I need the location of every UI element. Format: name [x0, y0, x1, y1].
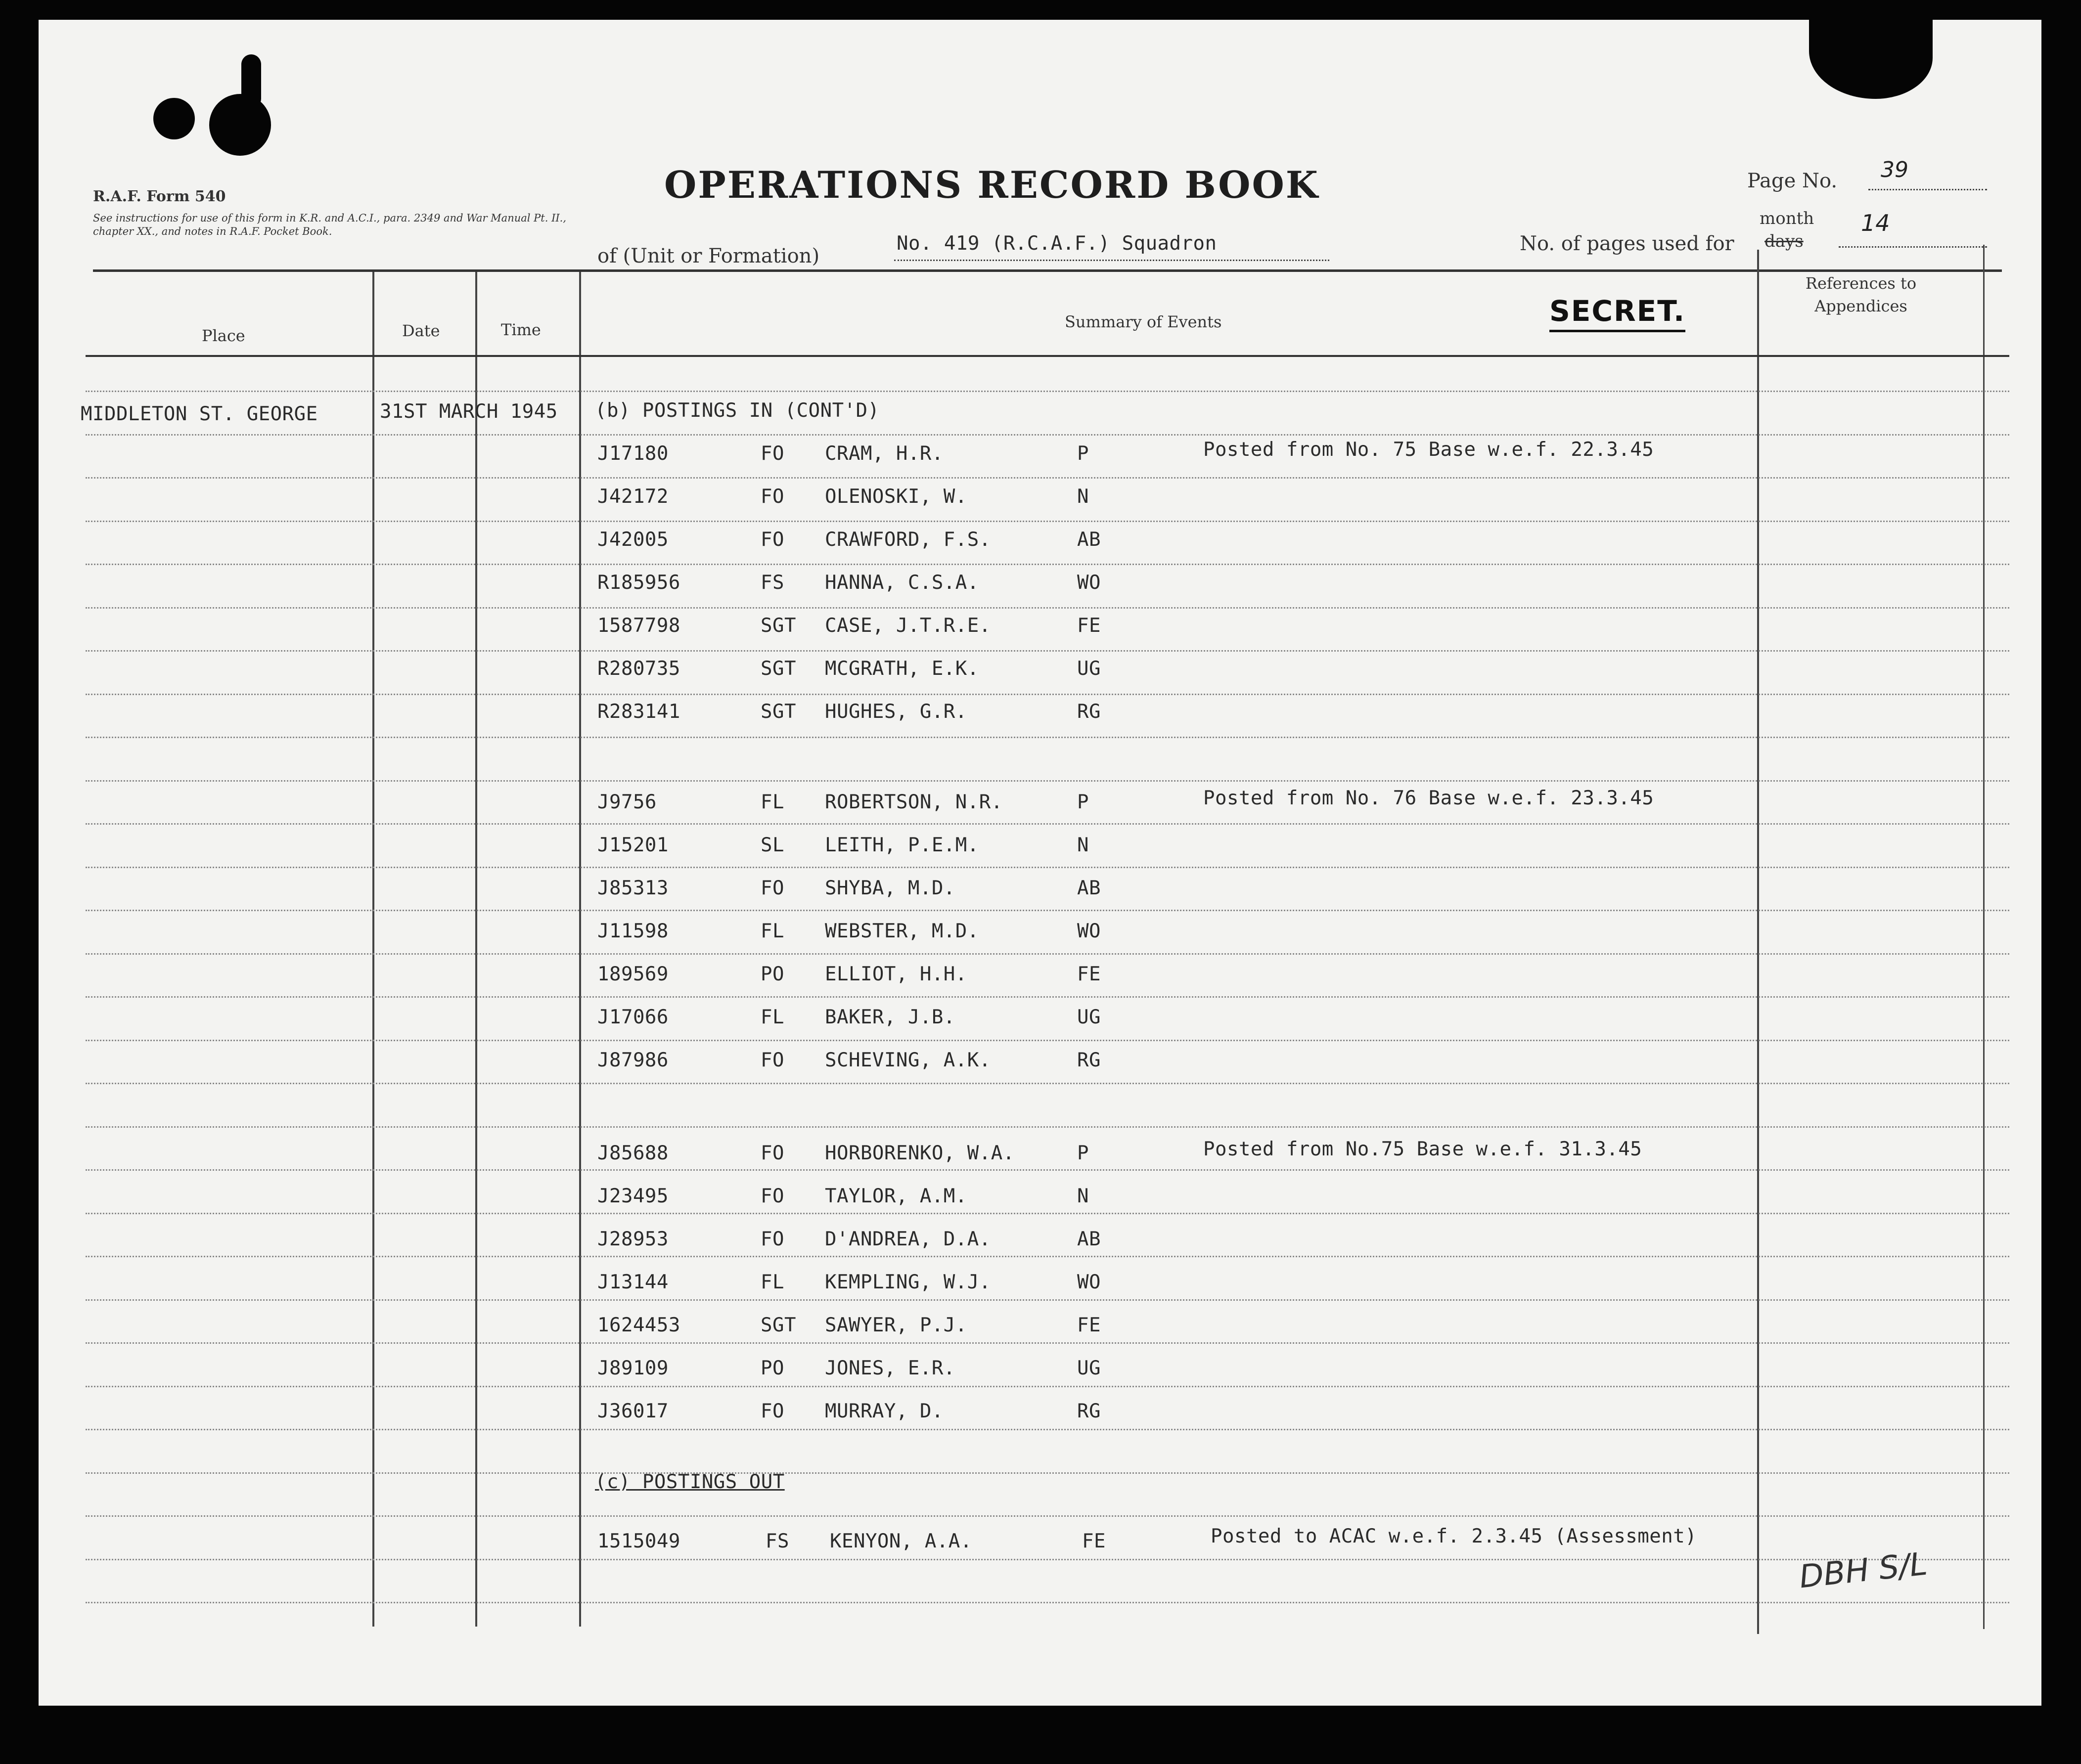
rank: FL: [761, 1006, 784, 1028]
column-divider: [1757, 250, 1759, 1634]
rank: FO: [761, 1142, 784, 1164]
service-number: J85313: [597, 877, 669, 899]
name: LEITH, P.E.M.: [825, 834, 979, 856]
name: HANNA, C.S.A.: [825, 572, 979, 594]
name: JONES, E.R.: [825, 1357, 955, 1379]
trade: N: [1077, 1185, 1089, 1207]
rank: FO: [761, 485, 784, 508]
trade: WO: [1077, 572, 1101, 594]
unit-value: No. 419 (R.C.A.F.) Squadron: [897, 232, 1217, 255]
rank: FO: [761, 1228, 784, 1250]
service-number: J89109: [597, 1357, 669, 1379]
trade: WO: [1077, 1271, 1101, 1293]
form-number: R.A.F. Form 540: [93, 188, 226, 205]
trade: RG: [1077, 1049, 1101, 1071]
column-divider: [579, 272, 581, 1627]
service-number: J42172: [597, 485, 669, 508]
trade: N: [1077, 834, 1089, 856]
rank: PO: [761, 1357, 784, 1379]
trade: AB: [1077, 529, 1101, 551]
punch-hole: [209, 94, 271, 156]
page-number-label: Page No.: [1747, 170, 1838, 192]
month-word: month: [1760, 209, 1814, 228]
posting-note: Posted from No.75 Base w.e.f. 31.3.45: [1203, 1138, 1642, 1160]
page-number-underline: [1868, 189, 1987, 190]
column-header-place: Place: [202, 326, 245, 345]
torn-corner: [1809, 20, 1933, 99]
service-number: J15201: [597, 834, 669, 856]
trade: P: [1077, 791, 1089, 813]
pages-used-underline: [1839, 246, 1987, 248]
name: ROBERTSON, N.R.: [825, 791, 1003, 813]
rank: FO: [761, 1400, 784, 1422]
posting-note: Posted from No. 76 Base w.e.f. 23.3.45: [1203, 787, 1654, 809]
service-number: J42005: [597, 529, 669, 551]
rank: FS: [766, 1530, 789, 1552]
column-divider: [1983, 245, 1985, 1629]
name: SCHEVING, A.K.: [825, 1049, 991, 1071]
record-page: [39, 20, 2041, 1706]
trade: FE: [1077, 963, 1101, 985]
service-number: 1624453: [597, 1314, 680, 1336]
service-number: J87986: [597, 1049, 669, 1071]
column-header-rule: [86, 355, 2009, 357]
name: CRAWFORD, F.S.: [825, 529, 991, 551]
trade: RG: [1077, 1400, 1101, 1422]
pages-used-label: No. of pages used for: [1520, 232, 1734, 255]
trade: P: [1077, 442, 1089, 465]
rank: FL: [761, 1271, 784, 1293]
column-header-references: References to Appendices: [1805, 274, 1917, 315]
rank: FO: [761, 529, 784, 551]
service-number: J23495: [597, 1185, 669, 1207]
trade: WO: [1077, 920, 1101, 942]
trade: AB: [1077, 1228, 1101, 1250]
posting-note: Posted from No. 75 Base w.e.f. 22.3.45: [1203, 439, 1654, 461]
column-divider: [372, 272, 374, 1627]
name: CRAM, H.R.: [825, 442, 944, 465]
posting-note: Posted to ACAC w.e.f. 2.3.45 (Assessment): [1211, 1525, 1697, 1547]
punch-hole: [241, 54, 261, 109]
name: KENYON, A.A.: [830, 1530, 972, 1552]
unit-underline: [894, 260, 1329, 261]
pages-used-value: 14: [1861, 210, 1890, 236]
name: HUGHES, G.R.: [825, 701, 967, 723]
name: CASE, J.T.R.E.: [825, 615, 991, 637]
rank: FS: [761, 572, 784, 594]
rank: FO: [761, 1049, 784, 1071]
rank: PO: [761, 963, 784, 985]
service-number: J36017: [597, 1400, 669, 1422]
days-word: days: [1764, 231, 1804, 251]
name: MCGRATH, E.K.: [825, 658, 979, 680]
service-number: 1587798: [597, 615, 680, 637]
postings-out-heading: (c) POSTINGS OUT: [595, 1471, 785, 1493]
service-number: R283141: [597, 701, 680, 723]
rank: SGT: [761, 615, 796, 637]
rank: SGT: [761, 1314, 796, 1336]
column-header-date: Date: [402, 321, 440, 340]
name: BAKER, J.B.: [825, 1006, 955, 1028]
rank: FO: [761, 877, 784, 899]
column-header-summary: Summary of Events: [1065, 312, 1222, 331]
column-header-time: Time: [501, 320, 541, 339]
trade: FE: [1077, 615, 1101, 637]
rank: FO: [761, 1185, 784, 1207]
service-number: J85688: [597, 1142, 669, 1164]
trade: N: [1077, 485, 1089, 508]
name: WEBSTER, M.D.: [825, 920, 979, 942]
service-number: R185956: [597, 572, 680, 594]
postings-in-heading: (b) POSTINGS IN (CONT'D): [595, 399, 880, 422]
rank: SL: [761, 834, 784, 856]
trade: P: [1077, 1142, 1089, 1164]
service-number: J11598: [597, 920, 669, 942]
trade: AB: [1077, 877, 1101, 899]
trade: RG: [1077, 701, 1101, 723]
entry-date: 31ST MARCH 1945: [380, 400, 558, 423]
trade: FE: [1082, 1530, 1106, 1552]
service-number: J17066: [597, 1006, 669, 1028]
entry-place: MIDDLETON ST. GEORGE: [81, 403, 318, 425]
rank: FL: [761, 920, 784, 942]
trade: FE: [1077, 1314, 1101, 1336]
rank: FO: [761, 442, 784, 465]
column-divider: [475, 272, 477, 1627]
name: TAYLOR, A.M.: [825, 1185, 967, 1207]
unit-label: of (Unit or Formation): [597, 245, 820, 267]
name: KEMPLING, W.J.: [825, 1271, 991, 1293]
name: D'ANDREA, D.A.: [825, 1228, 991, 1250]
secret-stamp: SECRET.: [1549, 294, 1685, 332]
form-instructions: See instructions for use of this form in K.R. and A.C.I., para. 2349 and War Manual Pt. II., chapter XX., and notes in R.A.F. Pocket Book.: [93, 212, 567, 237]
rank: FL: [761, 791, 784, 813]
rank: SGT: [761, 701, 796, 723]
trade: UG: [1077, 1357, 1101, 1379]
service-number: J28953: [597, 1228, 669, 1250]
punch-hole: [153, 98, 195, 139]
signature: DBH S/L: [1797, 1545, 1929, 1596]
trade: UG: [1077, 1006, 1101, 1028]
name: HORBORENKO, W.A.: [825, 1142, 1015, 1164]
name: ELLIOT, H.H.: [825, 963, 967, 985]
rank: SGT: [761, 658, 796, 680]
service-number: J9756: [597, 791, 657, 813]
page-number-value: 39: [1881, 157, 1908, 182]
service-number: R280735: [597, 658, 680, 680]
name: SAWYER, P.J.: [825, 1314, 967, 1336]
page-title: OPERATIONS RECORD BOOK: [664, 163, 1319, 207]
name: MURRAY, D.: [825, 1400, 944, 1422]
name: OLENOSKI, W.: [825, 485, 967, 508]
service-number: 189569: [597, 963, 669, 985]
service-number: J17180: [597, 442, 669, 465]
service-number: 1515049: [597, 1530, 680, 1552]
service-number: J13144: [597, 1271, 669, 1293]
header-rule: [93, 269, 2002, 272]
trade: UG: [1077, 658, 1101, 680]
name: SHYBA, M.D.: [825, 877, 955, 899]
